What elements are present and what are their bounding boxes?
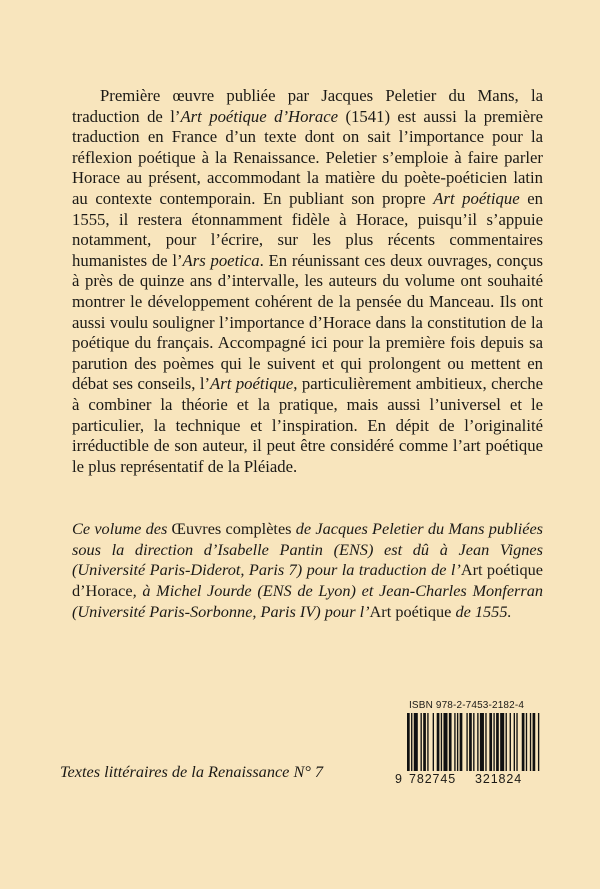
summary-text-2: (1541) est aussi la première traduction en France d’un texte dont on sait l’importance pour la réflexion poétique à la Renaissance. Peletier s’emploie à faire parler Horace au présent, accommodant la matière du poète-poéticien latin au contexte contemporain. En publiant son propre	[72, 106, 543, 208]
credits-title-art-poetique: Art poétique	[369, 601, 452, 621]
barcode-digits	[395, 772, 545, 786]
credits-title-art-poetique-horace: Art poétique d’Horace	[72, 560, 543, 601]
summary-text-1: Première œuvre publiée par Jacques Peletier du Mans, la traduction de l’	[72, 86, 543, 126]
summary-text-4: . En réunissant ces deux ouvrages, conçus à près de quinze ans d’intervalle, les auteurs du volume ont souhaité montrer le développement cohérent de la pensée du Manceau. Ils ont aussi voulu souligner l’importance d’Horace dans la constitution de la poétique du français. Accompagné ici pour la première fois depuis sa parution des poèmes qui le suivent et qui prolongent ou mettent en débat ses conseils, l’	[72, 250, 543, 394]
barcode-digits-right: 321824	[475, 772, 523, 786]
credits-text-1: Ce volume des	[72, 519, 172, 538]
summary-text-5: , particulièrement ambitieux, cherche à combiner la théorie et la pratique, mais aussi l’universel et le particulier, la technique et l’inspiration. En dépit de l’originalité irréductible de son auteur, il peut être considéré comme l’art poétique le plus représentatif de la Pléiade.	[72, 374, 543, 476]
title-art-poetique-2: Art poétique	[210, 374, 294, 394]
barcode-block	[395, 700, 545, 786]
credits-text-4: de 1555.	[451, 601, 512, 621]
isbn-label: ISBN 978-2-7453-2182-4	[409, 700, 525, 711]
credits-text-3: , à Michel Jourde (ENS de Lyon) et Jean-Charles Monferran (Université Paris-Sorbonne, Paris IV) pour l’	[72, 581, 543, 621]
credits-paragraph	[72, 519, 543, 623]
credits-text-2: de Jacques Peletier du Mans publiées sous la direction d’Isabelle Pantin (ENS) est dû à Jean Vignes (Université Paris-Diderot, Paris 7) pour la traduction de l’	[72, 519, 544, 580]
barcode-digit-first: 9	[395, 772, 403, 786]
barcode-icon	[395, 713, 545, 771]
title-ars-poetica: Ars poetica	[182, 250, 260, 270]
title-art-poetique: Art poétique	[433, 188, 520, 208]
summary-paragraph	[72, 86, 543, 477]
barcode-digits-left: 782745	[409, 772, 457, 786]
credits-title-oeuvres: Œuvres complètes	[171, 519, 292, 538]
summary-text-3: en 1555, il restera étonnamment fidèle à Horace, puisqu’il s’appuie notamment, pour l’écrire, sur les plus récents commentaires humanistes de l’	[72, 188, 543, 270]
title-art-poetique-horace: Art poétique d’Horace	[180, 106, 339, 126]
series-label: Textes littéraires de la Renaissance N° 7	[60, 762, 324, 781]
